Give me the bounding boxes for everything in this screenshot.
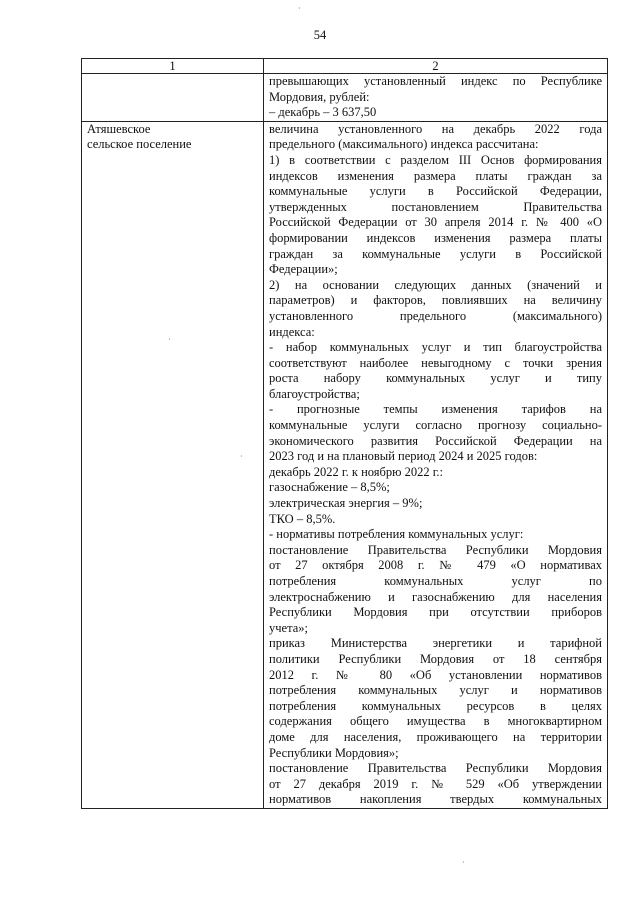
table-row [82, 121, 608, 808]
text-line: коммунальные услуги в Российской Федерации, [269, 184, 602, 199]
text-line: параметров) и факторов, повлиявших на величину [269, 293, 602, 308]
municipality-cell [82, 121, 264, 808]
text-line: Мордовия, рублей: [269, 89, 370, 104]
text-line: формировании индексов изменения размера платы [269, 230, 602, 245]
text-line: индексов изменения размера платы граждан за [269, 168, 602, 183]
text-line: газоснабжение – 8,5%; [269, 480, 390, 495]
scan-speck: · [240, 452, 243, 461]
text-line: благоустройства; [269, 386, 360, 401]
text-line: Российской Федерации от 30 апреля 2014 г. № 400 «О [269, 215, 602, 230]
table-body [82, 74, 608, 809]
text-line: 2023 год и на плановый период 2024 и 2025 годов: [269, 449, 538, 464]
text-line: нормативов накопления твердых коммунальных [269, 792, 602, 807]
text-line: доме для населения, проживающего на территории [269, 729, 602, 744]
text-line: установленного предельного (максимального) [269, 308, 602, 323]
text-line: потребления коммунальных услуг и нормативов [269, 683, 602, 698]
scan-speck: · [462, 858, 465, 867]
text-line: – декабрь – 3 637,50 [269, 105, 377, 120]
text-line: - набор коммунальных услуг и тип благоустройства [269, 340, 602, 355]
text-line: роста набору коммунальных услуг и типу [269, 371, 602, 386]
text-line: содержания общего имущества в многоквартирном [269, 714, 602, 729]
text-line: политики Республики Мордовия от 18 сентября [269, 651, 602, 666]
text-line: - прогнозные темпы изменения тарифов на [269, 402, 602, 417]
text-line: предельного (максимального) индекса рассчитана: [269, 137, 539, 152]
table-header-row [82, 59, 608, 74]
text-line: индекса: [269, 324, 315, 339]
description-cell [264, 74, 608, 122]
text-line: Республики Мордовия при отсутствии приборов [269, 605, 602, 620]
municipality-cell [82, 74, 264, 122]
text-line: 2) на основании следующих данных (значений и [269, 277, 602, 292]
page-number: 54 [313, 28, 327, 42]
text-line: от 27 декабря 2019 г. № 529 «Об утверждении [269, 776, 602, 791]
text-line: экономического развития Российской Федерации на [269, 433, 602, 448]
column-header-1: 1 [82, 59, 264, 74]
text-line: 1) в соответствии с разделом III Основ формирования [269, 152, 602, 167]
scan-speck: · [168, 335, 171, 344]
text-line: утвержденных постановлением Правительства [269, 199, 602, 214]
text-line: постановление Правительства Республики Мордовия [269, 761, 602, 776]
text-line: учета»; [269, 620, 308, 635]
text-line: потребления коммунальных услуг по [269, 574, 602, 588]
municipality-name-line: Атяшевское [87, 121, 151, 136]
municipality-name-line: сельское поселение [87, 137, 192, 152]
text-line: ТКО – 8,5%. [269, 511, 336, 526]
text-line: Республики Мордовия»; [269, 745, 399, 760]
text-line: соответствуют наиболее невыгодному с точки зрения [269, 355, 602, 370]
text-line: коммунальные услуги согласно прогнозу социально- [269, 418, 602, 433]
text-line: превышающих установленный индекс по Республике [269, 74, 602, 88]
text-line: от 27 октября 2008 г. № 479 «О нормативах [269, 558, 602, 573]
text-line: Федерации»; [269, 262, 338, 277]
column-header-2: 2 [264, 59, 608, 74]
text-line: потребления коммунальных ресурсов в целях [269, 698, 602, 713]
text-line: постановление Правительства Республики Мордовия [269, 542, 602, 557]
description-cell [264, 121, 608, 808]
table-row [82, 74, 608, 122]
text-line: декабрь 2022 г. к ноябрю 2022 г.: [269, 464, 444, 479]
text-line: граждан за коммунальные услуги в Российской [269, 246, 602, 261]
text-line: - нормативы потребления коммунальных услуг: [269, 527, 524, 542]
text-line: электроснабжению и газоснабжению для населения [269, 589, 602, 604]
scan-speck: · [298, 4, 301, 13]
text-line: 2012 г. № 80 «Об установлении нормативов [269, 667, 602, 682]
text-line: приказ Министерства энергетики и тарифной [269, 636, 602, 651]
text-line: электрическая энергия – 9%; [269, 496, 423, 511]
document-table [81, 58, 608, 809]
text-line: величина установленного на декабрь 2022 года [269, 121, 602, 136]
